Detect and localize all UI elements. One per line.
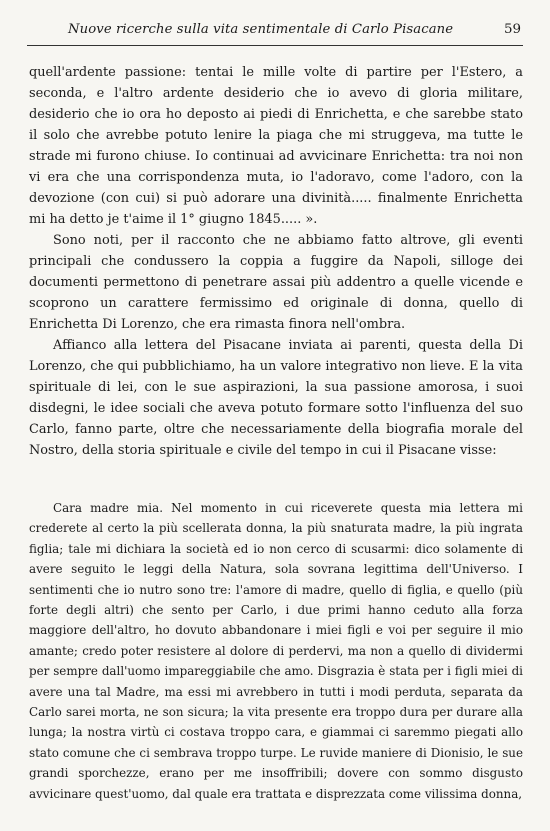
body-text xyxy=(29,62,523,461)
header-rule xyxy=(27,45,523,46)
quoted-letter xyxy=(29,498,523,804)
letter-text: Cara madre mia. Nel momento in cui riceverete questa mia lettera mi crederete al certo la più scellerata donna, la più snaturata madre, la più ingrata figlia; tale mi dichiara la società ed io non cerco di scusarmi: dico solamente di avere seguito le leggi della Natura, sola sovrana legittima dell'Universo. I sentimenti che io nutro sono tre: l'amore di madre, quello di figlia, e quello (più forte degli altri) che sento per Carlo, i due primi hanno ceduto alla forza maggiore dell'altro, ho dovuto abbandonare i miei figli e voi per seguire il mio amante; credo poter resistere al dolore di perdervi, ma non a quello di dividermi per sempre dall'uomo impareggiabile che amo. Disgrazia è stata per i figli miei di avere una tal Madre, ma essi mi avrebbero in tutti i modi perduta, separata da Carlo sarei morta, ne son sicura; la vita presente era troppo dura per durare alla lunga; la nostra virtù ci costava troppo cara, e giammai ci saremmo piegati allo stato comune che ci sembrava troppo turpe. Le ruvide maniere di Dionisio, le sue grandi sporchezze, erano per me insoffribili; dovere con sommo disgusto avvicinare quest'uomo, dal quale era trattata e disprezzata come vilissima donna, xyxy=(29,501,523,801)
running-title: Nuove ricerche sulla vita sentimentale di Carlo Pisacane xyxy=(68,22,454,37)
paragraph-1: quell'ardente passione: tentai le mille volte di partire per l'Estero, a seconda, e l'altro ardente desiderio che io avevo di gloria militare, desiderio che io ora ho deposto ai piedi di Enrichetta, e che sarebbe stato il solo che avrebbe potuto lenire la piaga che mi struggeva, ma tutte le strade mi furono chiuse. Io continuai ad avvicinare Enrichetta: tra noi non vi era che una corrispondenza muta, io l'adoravo, come l'adoro, con la devozione (con cui) si può adorare una divinità..... finalmente Enrichetta mi ha detto je t'aime il 1° giugno 1845..... ». xyxy=(29,65,523,227)
running-header xyxy=(0,14,550,44)
paragraph-2: Sono noti, per il racconto che ne abbiamo fatto altrove, gli eventi principali che condussero la coppia a fuggire da Napoli, silloge dei documenti permettono di penetrare assai più addentro a quelle vicende e scoprono un carattere fermissimo ed originale di donna, quello di Enrichetta Di Lorenzo, che era rimasta finora nell'ombra. xyxy=(29,233,523,332)
page-number: 59 xyxy=(503,22,521,37)
paragraph-3: Affianco alla lettera del Pisacane inviata ai parenti, questa della Di Lorenzo, che qui pubblichiamo, ha un valore integrativo non lieve. E la vita spirituale di lei, con le sue aspirazioni, la sua passione amorosa, i suoi disdegni, le idee sociali che aveva potuto formare sotto l'influenza del suo Carlo, fanno parte, oltre che necessariamente della biografia morale del Nostro, della storia spirituale e civile del tempo in cui il Pisacane visse: xyxy=(29,338,523,458)
